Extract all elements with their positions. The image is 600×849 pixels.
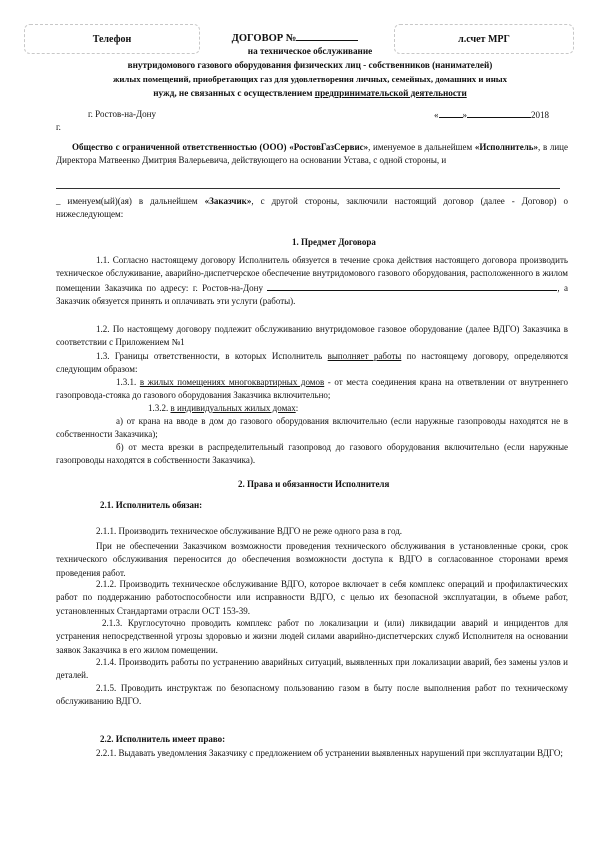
subtitle-line-2: внутридомового газового оборудования физических лиц - собственников (нанимателей) (127, 60, 493, 70)
clause-1-3-1-underlined: в жилых помещениях многоквартирных домов (139, 377, 325, 387)
clause-1-3-2 (56, 402, 568, 415)
clause-b: б) от места врезки в распределительный газопровод до газового оборудования включительно (если наружные газопроводы находятся в собственности Заказчика). (56, 442, 568, 466)
subsection-2-1: 2.1. Исполнитель обязан: (100, 500, 203, 510)
clause-2-1-2: 2.1.2. Производить техническое обслуживание ВДГО, которое включает в себя комплекс операций и профилактических работ по поддержанию работоспособности или исправности ВДГО, с целью их безопасной эксплуатации, в объеме работ, установленных Стандартами отрасли ОСТ 153-39. (56, 579, 568, 616)
section-1-title: 1. Предмет Договора (292, 237, 376, 247)
clause-1-2: 1.2. По настоящему договору подлежит обслуживанию внутридомовое газовое оборудование (далее ВДГО) Заказчика в соответствии с Приложением №1 (56, 324, 568, 348)
clause-1-3-1-num: 1.3.1. (116, 377, 140, 387)
preamble-paragraph (56, 141, 568, 168)
phone-label: Телефон (92, 33, 132, 45)
contract-number-blank[interactable] (296, 31, 358, 41)
clause-1-3-2-num: 1.3.2. (148, 403, 171, 413)
clause-1-3-underlined: выполняет работы (327, 351, 402, 361)
contract-subtitle (50, 44, 570, 100)
address-blank[interactable] (267, 281, 557, 291)
clause-2-2-1: 2.2.1. Выдавать уведомления Заказчику с предложением об устранении выявленных нарушений при эксплуатации ВДГО; (96, 748, 563, 758)
customer-term: «Заказчик» (204, 196, 252, 206)
company-name: Общество с ограниченной ответственностью (ООО) «РостовГазСервис» (72, 142, 369, 152)
preamble-customer (56, 195, 568, 222)
subtitle-line-4 (50, 86, 570, 100)
contract-title: ДОГОВОР № (231, 33, 297, 44)
subtitle-line-3: жилых помещений, приобретающих газ для удовлетворения личных, семейных, домашних и иных (112, 74, 508, 84)
date-close-quote: » (462, 110, 467, 120)
customer-named: _ именуем(ый)(ая) в дальнейшем (56, 196, 205, 206)
month-blank[interactable] (467, 108, 531, 118)
clause-1-3-2-underlined: в индивидуальных жилых домах (170, 403, 296, 413)
clause-1-1-tail: , а Заказчик обязуется принять и оплачивать эти услуги (работы). (56, 282, 568, 307)
clause-a: а) от крана на вводе в дом до газового оборудования включительно (если наружные газопроводы находятся не в собственности Заказчика); (56, 416, 568, 440)
clause-1-3-2-colon: : (295, 403, 299, 413)
day-blank[interactable] (439, 108, 463, 118)
date-open-quote: « (434, 110, 439, 120)
subtitle-line-4a: нужд, не связанных с осуществлением (153, 88, 315, 98)
customer-name-line[interactable] (56, 188, 560, 189)
preamble-text-2: , в лице Директора Матвеенко Дмитрия Валерьевича, действующего на основании Устава, с одной стороны, и (56, 142, 568, 166)
year-suffix: г. (56, 122, 61, 132)
clause-1-3-tail: по настоящему договору, определяются следующим образом: (56, 351, 568, 375)
clause-1-3-1-text: - от места соединения крана на ответвлении от внутреннего газопровода-стояка до газового оборудования Заказчика включительно; (56, 377, 568, 401)
preamble-text-1: , именуемое в дальнейшем (368, 142, 475, 152)
city: г. Ростов-на-Дону (88, 109, 157, 119)
clause-2-1-1b: При не обеспечении Заказчиком возможности проведения технического обслуживания в установленные сроки, срок технического обслуживания переносится до обеспечения возможности доступа к ВДГО в согласованное сторонами время проведения работ. (56, 541, 568, 578)
clause-1-1-text: 1.1. Согласно настоящему договору Исполнитель обязуется в течение срока действия настоящего договора производить техническое обслуживание, аварийно-диспетчерское обеспечение внутридомового газового оборудования, расположенного в жилом помещении Заказчика по адресу: г. Ростов-на-Дону (56, 255, 568, 293)
subtitle-line-1: на техническое обслуживание (247, 46, 373, 56)
account-label: л.счет МРГ (458, 33, 510, 45)
contract-date (434, 108, 549, 121)
contract-number (205, 31, 385, 44)
clause-2-1-4: 2.1.4. Производить работы по устранению аварийных ситуаций, выявленных при локализации аварий, без замены узлов и деталей. (56, 657, 568, 681)
clause-1-1 (56, 254, 568, 312)
subsection-2-2: 2.2. Исполнитель имеет право: (100, 734, 226, 744)
section-2-title: 2. Права и обязанности Исполнителя (238, 479, 390, 489)
clause-1-3-1 (56, 376, 568, 403)
clause-1-3 (56, 350, 568, 377)
clause-2-1-1: 2.1.1. Производить техническое обслуживание ВДГО не реже одного раза в год. (96, 526, 403, 536)
year: 2018 (531, 110, 549, 120)
subtitle-line-4b: предпринимательской деятельности (314, 88, 467, 98)
preamble-text-3: , с другой стороны, заключили настоящий договор (далее - Договор) о нижеследующем: (56, 196, 568, 220)
executor-term: «Исполнитель» (474, 142, 539, 152)
clause-1-3-text: 1.3. Границы ответственности, в которых Исполнитель (96, 351, 328, 361)
clause-2-1-5: 2.1.5. Проводить инструктаж по безопасному пользованию газом в быту после выполнения работ по техническому обслуживанию ВДГО. (56, 683, 568, 707)
clause-2-1-3: 2.1.3. Круглосуточно проводить комплекс работ по локализации и (или) ликвидации аварий и инцидентов для устранения непосредственной угрозы здоровью и жизни людей силами аварийно-диспетчерских служб Исполнителя на основании заявок Заказчика в его жилом помещении. (56, 618, 568, 655)
